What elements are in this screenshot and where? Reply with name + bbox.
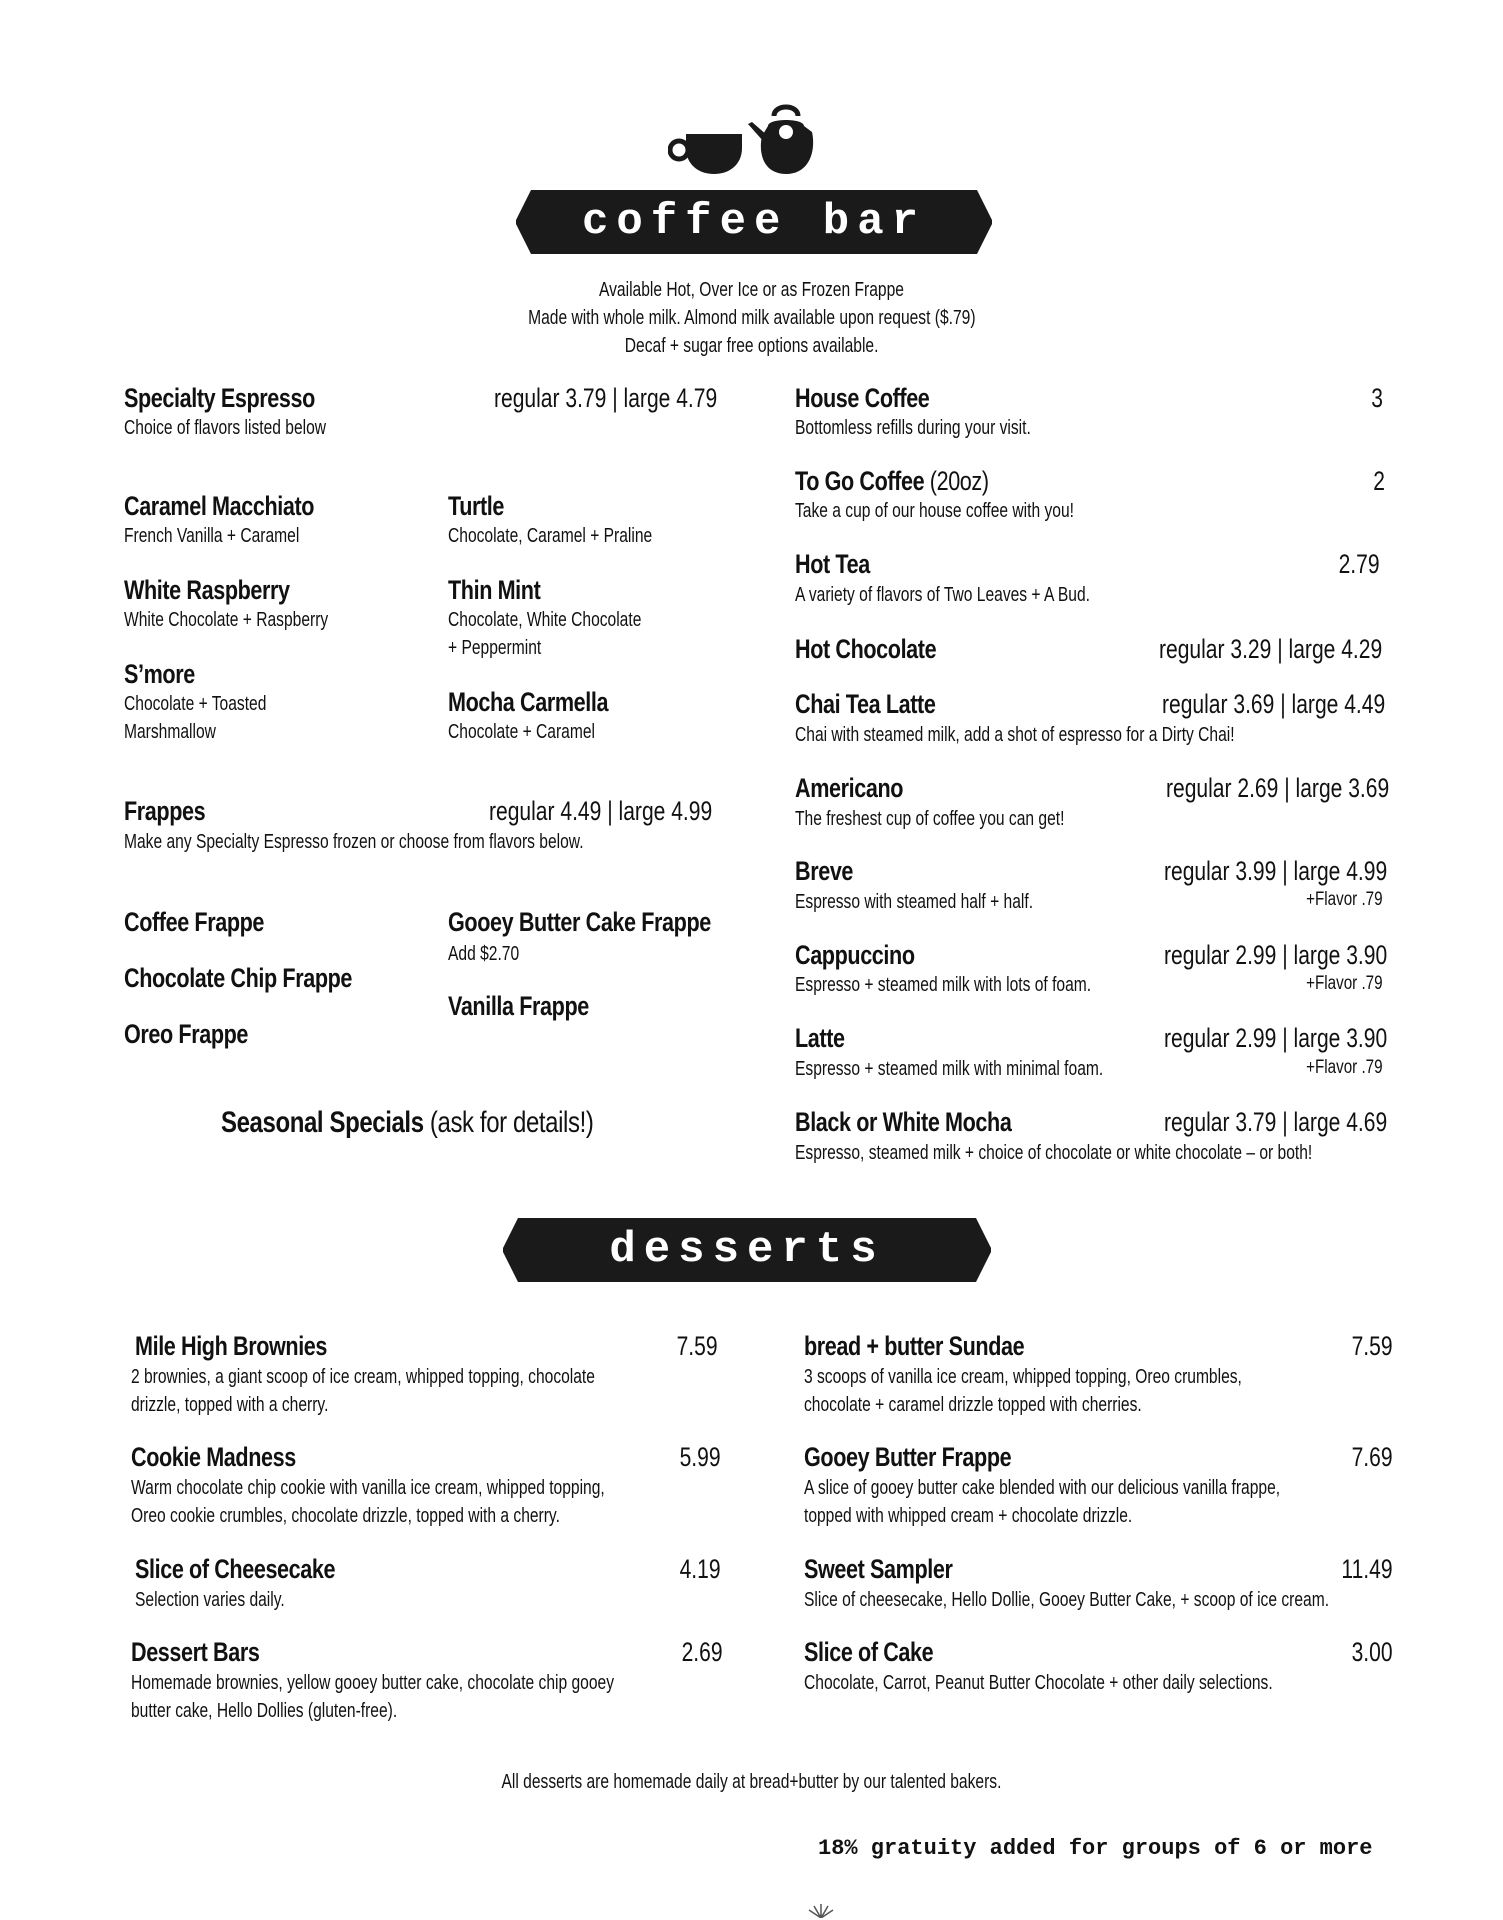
dessert-name: Mile High Brownies xyxy=(135,1331,328,1361)
dessert-name: Gooey Butter Frappe xyxy=(804,1442,1012,1472)
teapot-icon xyxy=(746,96,826,176)
drink-desc: Espresso + steamed milk with lots of foam. xyxy=(795,974,1092,996)
frappe-flavor-name: Gooey Butter Cake Frappe xyxy=(448,907,711,937)
desserts-banner xyxy=(503,1218,991,1282)
drink-price: regular 2.99 | large 3.90 xyxy=(1163,940,1387,970)
dessert-name: Sweet Sampler xyxy=(804,1554,953,1584)
dessert-desc: drizzle, topped with a cherry. xyxy=(131,1394,329,1416)
coffee-cup-icon xyxy=(668,130,746,176)
specialty-espresso-desc: Choice of flavors listed below xyxy=(124,417,327,439)
dessert-price: 7.69 xyxy=(1352,1442,1393,1472)
drink-desc: Espresso with steamed half + half. xyxy=(795,891,1034,913)
drink-desc: A variety of flavors of Two Leaves + A Bud. xyxy=(795,584,1090,606)
drink-desc: Bottomless refills during your visit. xyxy=(795,417,1031,439)
flavor-desc: Chocolate, Caramel + Praline xyxy=(448,525,653,547)
specialty-espresso-price: regular 3.79 | large 4.79 xyxy=(493,383,717,413)
drink-price: regular 3.29 | large 4.29 xyxy=(1158,634,1382,664)
flavor-name: S’more xyxy=(124,659,195,689)
dessert-desc: 3 scoops of vanilla ice cream, whipped topping, Oreo crumbles, xyxy=(804,1366,1242,1388)
dessert-name: Slice of Cake xyxy=(804,1637,934,1667)
dessert-price: 3.00 xyxy=(1352,1637,1393,1667)
drink-name: Hot Tea xyxy=(795,549,870,579)
frappe-flavor-name: Chocolate Chip Frappe xyxy=(124,963,353,993)
frappes-price: regular 4.49 | large 4.99 xyxy=(488,796,712,826)
flavor-desc: Chocolate, White Chocolate xyxy=(448,609,642,631)
dessert-desc: Selection varies daily. xyxy=(135,1589,285,1611)
coffee-bar-title: coffee bar xyxy=(581,197,927,247)
drink-desc: Take a cup of our house coffee with you! xyxy=(795,500,1074,522)
drink-desc: Espresso, steamed milk + choice of chocolate or white chocolate – or both! xyxy=(795,1142,1313,1164)
drink-price: 3 xyxy=(1371,383,1383,413)
flavor-desc: White Chocolate + Raspberry xyxy=(124,609,329,631)
drink-name: Chai Tea Latte xyxy=(795,689,936,719)
dessert-desc: Homemade brownies, yellow gooey butter cake, chocolate chip gooey xyxy=(131,1672,615,1694)
dessert-desc: A slice of gooey butter cake blended with our delicious vanilla frappe, xyxy=(804,1477,1281,1499)
dessert-price: 2.69 xyxy=(682,1637,723,1667)
dessert-desc: Oreo cookie crumbles, chocolate drizzle, topped with a cherry. xyxy=(131,1505,560,1527)
flavor-desc: Chocolate + Caramel xyxy=(448,721,595,743)
drink-name: Latte xyxy=(795,1023,845,1053)
decorative-sprig-icon xyxy=(806,1900,836,1918)
drink-desc: Chai with steamed milk, add a shot of espresso for a Dirty Chai! xyxy=(795,724,1235,746)
drink-name: Breve xyxy=(795,856,854,886)
drink-name: Cappuccino xyxy=(795,940,915,970)
flavor-name: White Raspberry xyxy=(124,575,290,605)
drink-price: regular 2.99 | large 3.90 xyxy=(1163,1023,1387,1053)
drink-price: regular 3.79 | large 4.69 xyxy=(1163,1107,1387,1137)
dessert-name: Cookie Madness xyxy=(131,1442,296,1472)
frappe-flavor-name: Vanilla Frappe xyxy=(448,991,589,1021)
gratuity-note: 18% gratuity added for groups of 6 or more xyxy=(818,1836,1373,1861)
dessert-price: 7.59 xyxy=(677,1331,718,1361)
flavor-desc: French Vanilla + Caramel xyxy=(124,525,300,547)
coffee-intro-line-3: Decaf + sugar free options available. xyxy=(624,335,879,357)
dessert-desc: Slice of cheesecake, Hello Dollie, Gooey Butter Cake, + scoop of ice cream. xyxy=(804,1589,1330,1611)
drink-name: Black or White Mocha xyxy=(795,1107,1012,1137)
flavor-name: Thin Mint xyxy=(448,575,541,605)
drink-name: House Coffee xyxy=(795,383,930,413)
desserts-footer: All desserts are homemade daily at bread+butter by our talented bakers. xyxy=(501,1771,1002,1793)
frappes-name: Frappes xyxy=(124,796,206,826)
drink-name: To Go Coffee (20oz) xyxy=(795,466,989,496)
flavor-name: Mocha Carmella xyxy=(448,687,609,717)
dessert-price: 5.99 xyxy=(680,1442,721,1472)
drink-price: regular 3.69 | large 4.49 xyxy=(1161,689,1385,719)
dessert-price: 7.59 xyxy=(1352,1331,1393,1361)
flavor-addon: +Flavor .79 xyxy=(1306,973,1383,994)
drink-price: 2.79 xyxy=(1339,549,1380,579)
dessert-desc: butter cake, Hello Dollies (gluten-free). xyxy=(131,1700,398,1722)
flavor-name: Turtle xyxy=(448,491,504,521)
drink-price: regular 3.99 | large 4.99 xyxy=(1163,856,1387,886)
dessert-price: 4.19 xyxy=(680,1554,721,1584)
drink-name: Hot Chocolate xyxy=(795,634,937,664)
specialty-espresso-name: Specialty Espresso xyxy=(124,383,315,413)
dessert-price: 11.49 xyxy=(1341,1554,1393,1584)
frappes-desc: Make any Specialty Espresso frozen or choose from flavors below. xyxy=(124,831,584,853)
drink-price: 2 xyxy=(1373,466,1385,496)
flavor-desc: + Peppermint xyxy=(448,637,542,659)
frappe-flavor-desc: Add $2.70 xyxy=(448,943,520,965)
flavor-desc: Chocolate + Toasted xyxy=(124,693,267,715)
drink-desc: Espresso + steamed milk with minimal foam. xyxy=(795,1058,1104,1080)
flavor-name: Caramel Macchiato xyxy=(124,491,315,521)
frappe-flavor-name: Coffee Frappe xyxy=(124,907,265,937)
coffee-intro-line-2: Made with whole milk. Almond milk available upon request ($.79) xyxy=(527,307,976,329)
dessert-desc: Warm chocolate chip cookie with vanilla ice cream, whipped topping, xyxy=(131,1477,605,1499)
drink-name: Americano xyxy=(795,773,904,803)
dessert-name: Slice of Cheesecake xyxy=(135,1554,336,1584)
dessert-desc: Chocolate, Carrot, Peanut Butter Chocolate + other daily selections. xyxy=(804,1672,1273,1694)
coffee-intro-line-1: Available Hot, Over Ice or as Frozen Frappe xyxy=(599,279,904,301)
flavor-addon: +Flavor .79 xyxy=(1306,889,1383,910)
flavor-addon: +Flavor .79 xyxy=(1306,1057,1383,1078)
flavor-desc: Marshmallow xyxy=(124,721,216,743)
dessert-name: Dessert Bars xyxy=(131,1637,260,1667)
dessert-desc: chocolate + caramel drizzle topped with cherries. xyxy=(804,1394,1142,1416)
desserts-title: desserts xyxy=(609,1225,885,1275)
dessert-name: bread + butter Sundae xyxy=(804,1331,1025,1361)
dessert-desc: topped with whipped cream + chocolate drizzle. xyxy=(804,1505,1133,1527)
coffee-bar-banner xyxy=(516,190,992,254)
drink-desc: The freshest cup of coffee you can get! xyxy=(795,808,1065,830)
frappe-flavor-name: Oreo Frappe xyxy=(124,1019,249,1049)
seasonal-specials: Seasonal Specials (ask for details!) xyxy=(221,1106,594,1139)
drink-price: regular 2.69 | large 3.69 xyxy=(1165,773,1389,803)
dessert-desc: 2 brownies, a giant scoop of ice cream, whipped topping, chocolate xyxy=(131,1366,595,1388)
